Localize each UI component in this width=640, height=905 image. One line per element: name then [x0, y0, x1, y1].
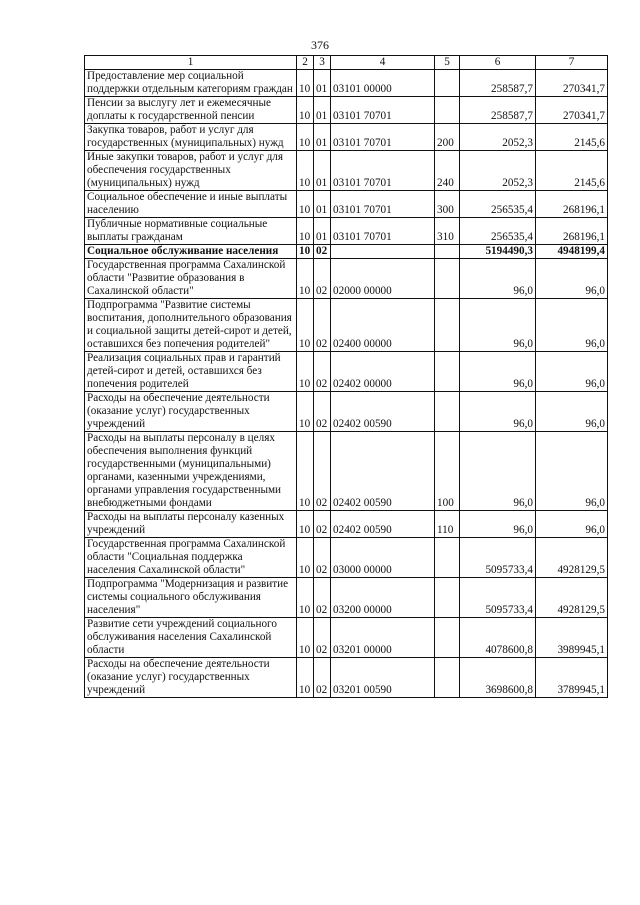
row-name-cell: Социальное обслуживание населения — [85, 245, 297, 259]
subsection-code-cell: 01 — [314, 191, 331, 218]
target-article-cell: 02402 00000 — [331, 352, 435, 392]
amount-year1-cell: 96,0 — [460, 352, 536, 392]
subsection-code-cell: 02 — [314, 259, 331, 299]
subsection-code-cell: 01 — [314, 124, 331, 151]
row-name-cell: Государственная программа Сахалинской области "Социальная поддержка населения Сахалинской области" — [85, 538, 297, 578]
section-code-cell: 10 — [297, 352, 314, 392]
amount-year2-cell: 2145,6 — [536, 151, 608, 191]
target-article-cell: 03101 70701 — [331, 151, 435, 191]
amount-year1-cell: 96,0 — [460, 432, 536, 511]
amount-year1-cell: 2052,3 — [460, 124, 536, 151]
expense-type-cell — [435, 70, 460, 97]
amount-year2-cell: 4928129,5 — [536, 578, 608, 618]
subsection-code-cell: 02 — [314, 432, 331, 511]
column-header: 4 — [331, 56, 435, 70]
target-article-cell: 02402 00590 — [331, 432, 435, 511]
row-name-cell: Подпрограмма "Развитие системы воспитания, дополнительного образования и социальной защиты детей-сирот и детей, оставшихся без попечения родителей" — [85, 299, 297, 352]
section-code-cell: 10 — [297, 70, 314, 97]
table-row — [85, 538, 608, 578]
section-code-cell: 10 — [297, 658, 314, 698]
expense-type-cell — [435, 299, 460, 352]
subsection-code-cell: 02 — [314, 538, 331, 578]
amount-year2-cell: 270341,7 — [536, 70, 608, 97]
subsection-code-cell: 01 — [314, 218, 331, 245]
row-name-cell: Государственная программа Сахалинской области "Развитие образования в Сахалинской области" — [85, 259, 297, 299]
table-row — [85, 191, 608, 218]
amount-year2-cell: 270341,7 — [536, 97, 608, 124]
amount-year1-cell: 5095733,4 — [460, 538, 536, 578]
section-code-cell: 10 — [297, 97, 314, 124]
table-row — [85, 658, 608, 698]
target-article-cell: 02000 00000 — [331, 259, 435, 299]
row-name-cell: Социальное обеспечение и иные выплаты населению — [85, 191, 297, 218]
table-row — [85, 392, 608, 432]
target-article-cell: 02400 00000 — [331, 299, 435, 352]
table-row — [85, 151, 608, 191]
amount-year2-cell: 4928129,5 — [536, 538, 608, 578]
column-header: 3 — [314, 56, 331, 70]
amount-year1-cell: 258587,7 — [460, 97, 536, 124]
target-article-cell: 03000 00000 — [331, 538, 435, 578]
amount-year2-cell: 96,0 — [536, 299, 608, 352]
expense-type-cell: 310 — [435, 218, 460, 245]
row-name-cell: Подпрограмма "Модернизация и развитие системы социального обслуживания населения" — [85, 578, 297, 618]
target-article-cell: 03101 00000 — [331, 70, 435, 97]
amount-year1-cell: 96,0 — [460, 259, 536, 299]
amount-year1-cell: 2052,3 — [460, 151, 536, 191]
expense-type-cell — [435, 259, 460, 299]
expense-type-cell — [435, 538, 460, 578]
row-name-cell: Пенсии за выслугу лет и ежемесячные доплаты к государственной пенсии — [85, 97, 297, 124]
amount-year2-cell: 3989945,1 — [536, 618, 608, 658]
table-row — [85, 578, 608, 618]
expense-type-cell — [435, 392, 460, 432]
expense-type-cell: 110 — [435, 511, 460, 538]
section-code-cell: 10 — [297, 432, 314, 511]
amount-year2-cell: 96,0 — [536, 352, 608, 392]
expense-type-cell: 300 — [435, 191, 460, 218]
target-article-cell: 02402 00590 — [331, 511, 435, 538]
section-code-cell: 10 — [297, 191, 314, 218]
row-name-cell: Закупка товаров, работ и услуг для государственных (муниципальных) нужд — [85, 124, 297, 151]
subsection-code-cell: 02 — [314, 511, 331, 538]
target-article-cell: 03201 00590 — [331, 658, 435, 698]
page-number: 376 — [311, 38, 329, 52]
expense-type-cell — [435, 352, 460, 392]
section-code-cell: 10 — [297, 151, 314, 191]
section-code-cell: 10 — [297, 392, 314, 432]
target-article-cell: 03101 70701 — [331, 97, 435, 124]
target-article-cell: 02402 00590 — [331, 392, 435, 432]
section-code-cell: 10 — [297, 578, 314, 618]
amount-year1-cell: 5095733,4 — [460, 578, 536, 618]
row-name-cell: Иные закупки товаров, работ и услуг для обеспечения государственных (муниципальных) нужд — [85, 151, 297, 191]
subsection-code-cell: 01 — [314, 97, 331, 124]
table-row — [85, 432, 608, 511]
expense-type-cell — [435, 618, 460, 658]
section-code-cell: 10 — [297, 218, 314, 245]
amount-year1-cell: 256535,4 — [460, 191, 536, 218]
expense-type-cell: 240 — [435, 151, 460, 191]
table-row — [85, 70, 608, 97]
amount-year1-cell: 96,0 — [460, 392, 536, 432]
table-row — [85, 618, 608, 658]
table-row — [85, 245, 608, 259]
section-code-cell: 10 — [297, 124, 314, 151]
amount-year1-cell: 96,0 — [460, 299, 536, 352]
amount-year2-cell: 96,0 — [536, 259, 608, 299]
section-code-cell: 10 — [297, 511, 314, 538]
subsection-code-cell: 01 — [314, 151, 331, 191]
column-header: 5 — [435, 56, 460, 70]
expense-type-cell — [435, 245, 460, 259]
amount-year2-cell: 268196,1 — [536, 191, 608, 218]
table-row — [85, 511, 608, 538]
column-header: 2 — [297, 56, 314, 70]
table-row — [85, 97, 608, 124]
subsection-code-cell: 01 — [314, 70, 331, 97]
section-code-cell: 10 — [297, 538, 314, 578]
amount-year2-cell: 96,0 — [536, 511, 608, 538]
row-name-cell: Расходы на выплаты персоналу казенных учреждений — [85, 511, 297, 538]
target-article-cell: 03101 70701 — [331, 191, 435, 218]
amount-year2-cell: 2145,6 — [536, 124, 608, 151]
table-row — [85, 124, 608, 151]
expense-type-cell: 200 — [435, 124, 460, 151]
amount-year1-cell: 258587,7 — [460, 70, 536, 97]
table-row — [85, 299, 608, 352]
row-name-cell: Расходы на обеспечение деятельности (оказание услуг) государственных учреждений — [85, 658, 297, 698]
table-row — [85, 352, 608, 392]
section-code-cell: 10 — [297, 618, 314, 658]
target-article-cell — [331, 245, 435, 259]
table-row — [85, 218, 608, 245]
subsection-code-cell: 02 — [314, 618, 331, 658]
amount-year1-cell: 256535,4 — [460, 218, 536, 245]
column-header: 1 — [85, 56, 297, 70]
amount-year2-cell: 4948199,4 — [536, 245, 608, 259]
amount-year1-cell: 96,0 — [460, 511, 536, 538]
section-code-cell: 10 — [297, 259, 314, 299]
column-header: 6 — [460, 56, 536, 70]
section-code-cell: 10 — [297, 299, 314, 352]
amount-year1-cell: 3698600,8 — [460, 658, 536, 698]
expense-type-cell — [435, 97, 460, 124]
budget-table — [84, 55, 608, 698]
table-row — [85, 259, 608, 299]
amount-year2-cell: 96,0 — [536, 392, 608, 432]
amount-year2-cell: 268196,1 — [536, 218, 608, 245]
row-name-cell: Реализация социальных прав и гарантий детей-сирот и детей, оставшихся без попечения родителей — [85, 352, 297, 392]
target-article-cell: 03201 00000 — [331, 618, 435, 658]
amount-year2-cell: 96,0 — [536, 432, 608, 511]
row-name-cell: Расходы на выплаты персоналу в целях обеспечения выполнения функций государственными (муниципальными) органами, казенными учреждениями, органами управления государственными внебюджетными фондами — [85, 432, 297, 511]
subsection-code-cell: 02 — [314, 352, 331, 392]
subsection-code-cell: 02 — [314, 392, 331, 432]
column-number-header — [85, 56, 608, 70]
amount-year1-cell: 5194490,3 — [460, 245, 536, 259]
target-article-cell: 03200 00000 — [331, 578, 435, 618]
row-name-cell: Публичные нормативные социальные выплаты гражданам — [85, 218, 297, 245]
row-name-cell: Развитие сети учреждений социального обслуживания населения Сахалинской области — [85, 618, 297, 658]
section-code-cell: 10 — [297, 245, 314, 259]
subsection-code-cell: 02 — [314, 299, 331, 352]
expense-type-cell — [435, 578, 460, 618]
subsection-code-cell: 02 — [314, 658, 331, 698]
target-article-cell: 03101 70701 — [331, 124, 435, 151]
amount-year1-cell: 4078600,8 — [460, 618, 536, 658]
row-name-cell: Расходы на обеспечение деятельности (оказание услуг) государственных учреждений — [85, 392, 297, 432]
target-article-cell: 03101 70701 — [331, 218, 435, 245]
expense-type-cell — [435, 658, 460, 698]
column-header: 7 — [536, 56, 608, 70]
amount-year2-cell: 3789945,1 — [536, 658, 608, 698]
subsection-code-cell: 02 — [314, 578, 331, 618]
subsection-code-cell: 02 — [314, 245, 331, 259]
row-name-cell: Предоставление мер социальной поддержки отдельным категориям граждан — [85, 70, 297, 97]
expense-type-cell: 100 — [435, 432, 460, 511]
